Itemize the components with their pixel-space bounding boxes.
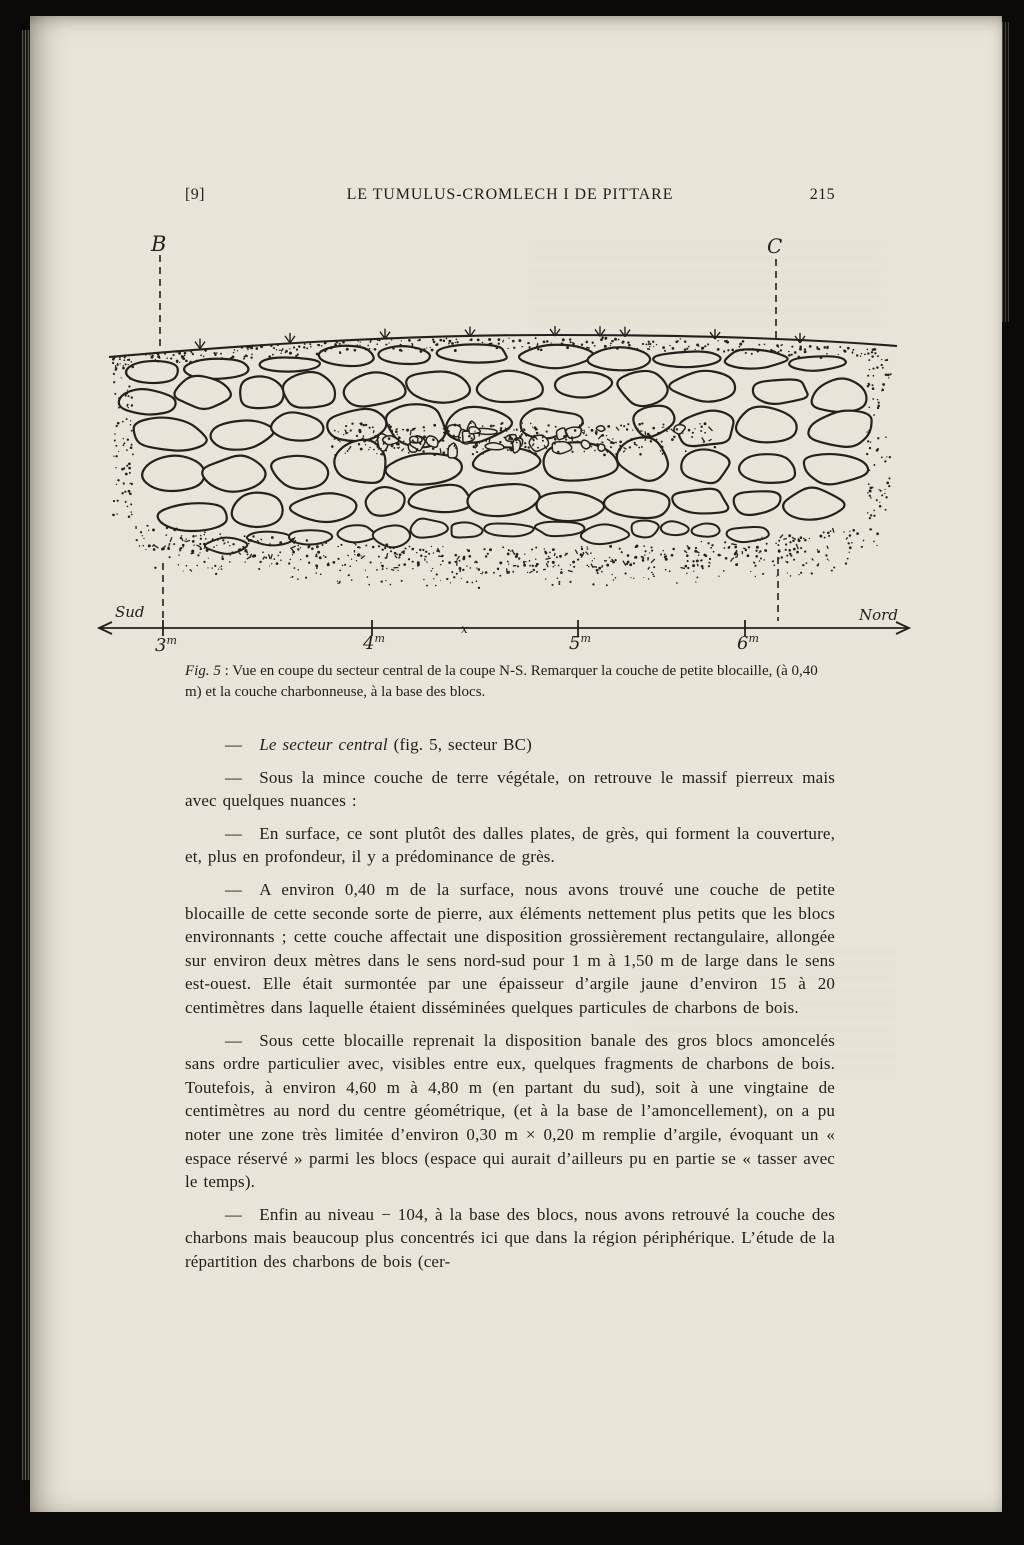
running-title: LE TUMULUS-CROMLECH I DE PITTARE — [346, 186, 674, 203]
figure-label-b: B — [151, 232, 167, 256]
cross-section-figure — [95, 227, 915, 657]
paragraph-text: (fig. 5, secteur BC) — [387, 735, 532, 754]
paragraph: — Enfin au niveau − 104, à la base des blocs, nous avons retrouvé la couche des charbons mais beaucoup plus concentrés ici que dans la région périphérique. L’étude de la répartition des charbons de bois (cer- — [185, 1204, 835, 1271]
figure-scale-5m: 5$^m$ — [569, 632, 591, 654]
figure-caption — [185, 661, 835, 703]
article-body — [185, 733, 835, 1273]
paragraph-italic-lead: Le secteur central — [259, 735, 388, 754]
figure-label-c: C — [767, 234, 783, 258]
figure-caption-text: : Vue en coupe du secteur central de la coupe N-S. Remarquer la couche de petite blocaille, (à 0,40 m) et la couche charbonneuse, à la base des blocs. — [185, 663, 818, 700]
figure-scale-6m: 6$^m$ — [737, 632, 759, 654]
figure-scale-3m: 3$^m$ — [155, 634, 177, 656]
page-stack-edge — [1002, 22, 1009, 322]
paragraph: — Sous la mince couche de terre végétale, on retrouve le massif pierreux mais avec quelques nuances : — [185, 767, 835, 811]
figure-label-sud: Sud — [115, 603, 145, 621]
paragraph-dash: — — [225, 735, 260, 754]
article-section-number: [9] — [185, 186, 205, 203]
figure-scale-4m: 4$^m$ — [363, 632, 385, 654]
document-page — [30, 16, 1002, 1512]
paragraph: — A environ 0,40 m de la surface, nous avons trouvé une couche de petite blocaille de cette seconde sorte de pierre, aux éléments nettement plus petits que les blocs environnants ; cette couche affectait une disposition grossièrement rectangulaire, allongée sur environ deux mètres dans le sens nord-sud pour 1 m à 1,50 m de large dans le sens est-ouest. Elle était surmontée par une épaisseur d’argile jaune d’environ 15 à 20 centimètres dans laquelle étaient disséminées quelques particules de charbons de bois. — [185, 879, 835, 1017]
page-number: 215 — [809, 186, 835, 203]
figure-svg — [95, 227, 915, 657]
book-binding-page-edges — [22, 30, 30, 1480]
figure-center-mark: x — [461, 622, 468, 636]
page-content — [115, 186, 898, 1273]
paragraph: — En surface, ce sont plutôt des dalles plates, de grès, qui forment la couverture, et, plus en profondeur, il y a prédominance de grès. — [185, 823, 835, 867]
paragraph: — Sous cette blocaille reprenait la disposition banale des gros blocs amoncelés sans ordre particulier avec, visibles entre eux, quelques fragments de charbons de bois. Toutefois, à environ 4,60 m à 4,80 m (en partant du sud), soit à une vingtaine de centimètres au nord du centre géométrique, (et à la base de l’amoncellement), on a pu noter une zone très limitée d’environ 0,30 m × 0,20 m remplie d’argile, évoquant un « espace réservé » parmi les blocs (espace qui aurait d’ailleurs pu en partie se « tasser avec le temps). — [185, 1030, 835, 1192]
stones-drawing — [99, 255, 909, 636]
paragraph-secteur-central — [185, 733, 835, 757]
figure-caption-lead: Fig. 5 — [185, 663, 221, 679]
page-header — [185, 186, 835, 208]
figure-label-nord: Nord — [859, 606, 898, 624]
